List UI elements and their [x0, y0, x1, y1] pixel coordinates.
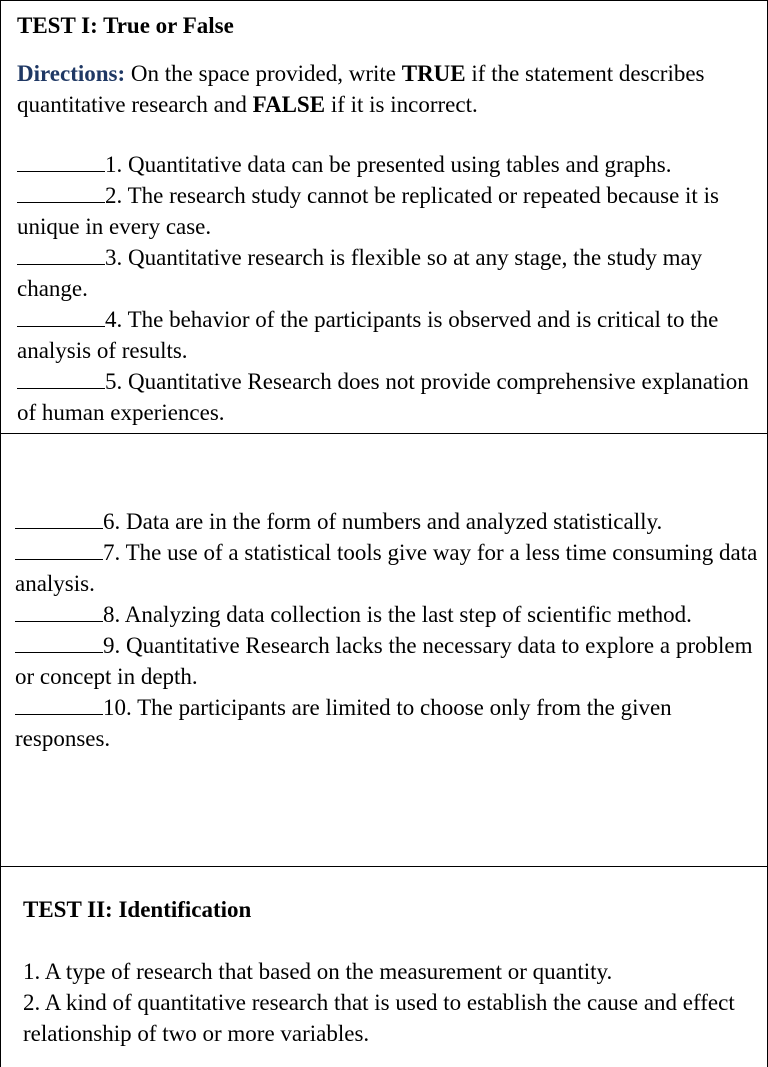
list-item	[17, 366, 762, 428]
directions-text-2: if the statement describes quantitative research and	[17, 61, 705, 117]
test1-box-part1	[0, 0, 768, 434]
answer-blank[interactable]	[17, 151, 105, 172]
test1-title: TEST I: True or False	[17, 13, 234, 38]
list-item	[17, 180, 762, 242]
item-text: 2. The research study cannot be replicated or repeated because it is unique in every case.	[17, 183, 719, 239]
list-item	[15, 537, 763, 599]
item-text: 9. Quantitative Research lacks the necessary data to explore a problem or concept in depth.	[15, 633, 753, 689]
item-text: 10. The participants are limited to choose only from the given responses.	[15, 695, 672, 751]
answer-blank[interactable]	[17, 182, 105, 203]
directions-true: TRUE	[401, 61, 466, 86]
directions-label: Directions:	[17, 61, 126, 86]
list-item	[17, 149, 762, 180]
answer-blank[interactable]	[15, 539, 103, 560]
answer-blank[interactable]	[17, 244, 105, 265]
test1-directions	[17, 58, 757, 120]
directions-text-3: if it is incorrect.	[325, 92, 478, 117]
list-item: 2. A kind of quantitative research that is used to establish the cause and effect relationship of two or more variables.	[23, 990, 735, 1046]
item-text: 5. Quantitative Research does not provide comprehensive explanation of human experiences.	[17, 369, 749, 425]
item-text: 1. Quantitative data can be presented using tables and graphs.	[105, 152, 672, 177]
directions-text-1: On the space provided, write	[125, 61, 402, 86]
list-item: 1. A type of research that based on the measurement or quantity.	[23, 959, 613, 984]
item-text: 3. Quantitative research is flexible so at any stage, the study may change.	[17, 245, 703, 301]
list-item	[15, 692, 763, 754]
answer-blank[interactable]	[15, 694, 103, 715]
test2-items	[23, 956, 763, 1049]
directions-false: FALSE	[252, 92, 326, 117]
item-text: 8. Analyzing data collection is the last step of scientific method.	[103, 602, 692, 627]
test1-box-part2	[0, 433, 768, 867]
list-item	[17, 242, 762, 304]
list-item	[17, 304, 762, 366]
item-text: 6. Data are in the form of numbers and analyzed statistically.	[103, 509, 663, 534]
test1-items-part2	[15, 506, 763, 754]
answer-blank[interactable]	[15, 508, 103, 529]
answer-blank[interactable]	[17, 306, 105, 327]
answer-blank[interactable]	[15, 632, 103, 653]
test2-title: TEST II: Identification	[23, 897, 252, 922]
list-item	[15, 630, 763, 692]
list-item	[15, 506, 763, 537]
test2-box	[0, 866, 768, 1067]
list-item	[15, 599, 763, 630]
item-text: 7. The use of a statistical tools give way for a less time consuming data analysis.	[15, 540, 758, 596]
test1-items-part1	[17, 149, 762, 428]
answer-blank[interactable]	[15, 601, 103, 622]
answer-blank[interactable]	[17, 368, 105, 389]
item-text: 4. The behavior of the participants is observed and is critical to the analysis of results.	[17, 307, 719, 363]
